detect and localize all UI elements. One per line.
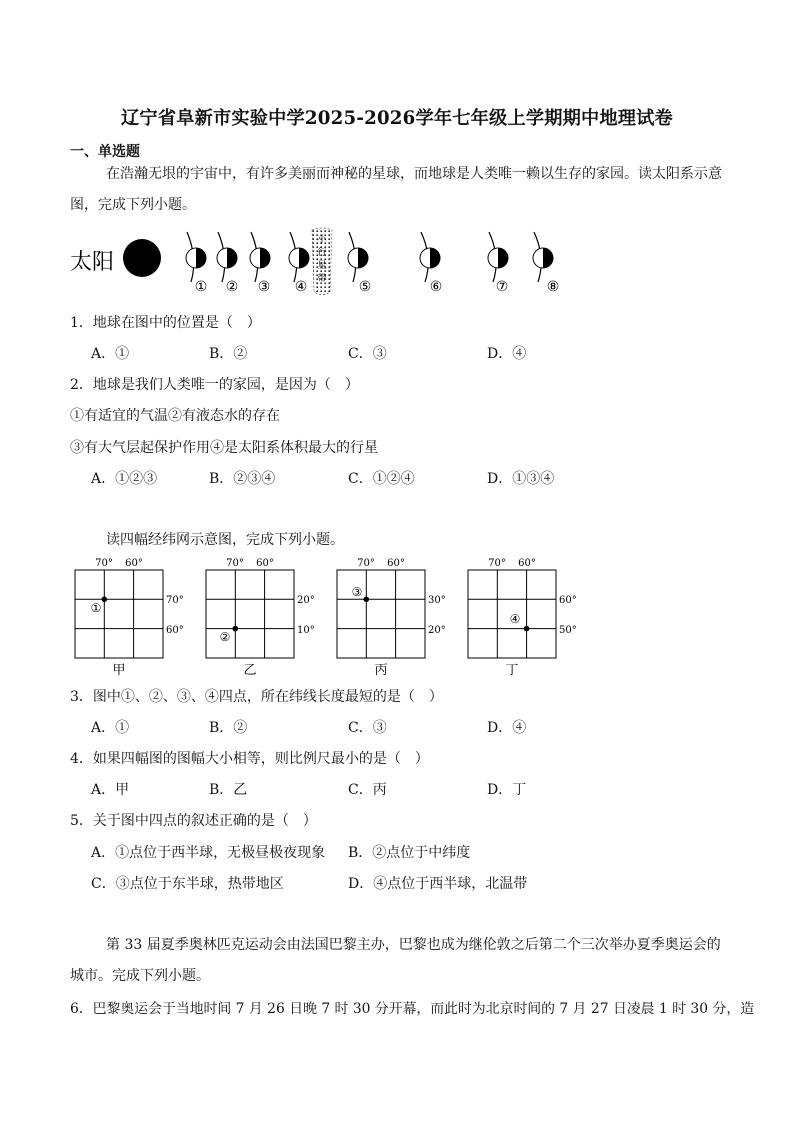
grid-jia-side-top-label: 70° [166, 595, 184, 606]
q2-option-c[interactable]: C．①②④ [348, 471, 415, 487]
grid-yi-side-bottom-label: 10° [297, 625, 315, 636]
q4-option-b[interactable]: B．乙 [209, 782, 248, 798]
grid-yi [206, 558, 315, 678]
grid-jia [75, 558, 184, 678]
planet-1 [186, 232, 207, 295]
intro-paragraph-2: 读四幅经纬网示意图，完成下列小题。 [106, 532, 344, 548]
sun-icon [123, 239, 161, 277]
q5-option-c[interactable]: C．③点位于东半球，热带地区 [91, 876, 284, 892]
belt-label-1: 小 [317, 235, 327, 245]
intro-paragraph-1-line1: 在浩瀚无垠的宇宙中，有许多美丽而神秘的星球，而地球是人类唯一赖以生存的家园。读太阳系示意 [106, 166, 722, 182]
grid-ding-side-top-label: 60° [559, 595, 577, 606]
q3-option-a[interactable]: A．① [91, 720, 130, 736]
planet-7-number: ⑦ [495, 279, 509, 295]
planet-5 [348, 232, 371, 295]
belt-label-4: 带 [317, 274, 327, 284]
q4-option-c[interactable]: C．丙 [348, 782, 387, 798]
grid-bing-side-top-label: 30° [428, 595, 446, 606]
question-2-statement-1: ①有适宜的气温②有液态水的存在 [70, 408, 280, 424]
grid-yi-top-left-label: 70° [226, 558, 244, 569]
grid-ding [468, 558, 577, 678]
lat-long-grids [66, 552, 586, 680]
q4-option-a[interactable]: A．甲 [91, 782, 130, 798]
q1-option-c[interactable]: C．③ [348, 346, 387, 362]
q1-option-a[interactable]: A．① [91, 346, 130, 362]
belt-label-3: 星 [317, 261, 327, 271]
planet-2 [217, 232, 238, 295]
q5-option-d[interactable]: D．④点位于西半球，北温带 [348, 876, 528, 892]
planet-5-number: ⑤ [358, 279, 372, 295]
q3-option-d[interactable]: D．④ [487, 720, 527, 736]
question-2: 2．地球是我们人类唯一的家园，是因为（ ） [70, 377, 359, 393]
question-2-statement-2: ③有大气层起保护作用④是太阳系体积最大的行星 [70, 440, 378, 456]
intro-paragraph-3-line2: 城市。完成下列小题。 [70, 968, 210, 984]
question-4: 4．如果四幅图的图幅大小相等，则比例尺最小的是（ ） [70, 751, 429, 767]
grid-yi-top-right-label: 60° [256, 558, 274, 569]
q1-option-b[interactable]: B．② [209, 346, 248, 362]
planet-1-number: ① [194, 279, 208, 295]
grid-jia-top-left-label: 70° [95, 558, 113, 569]
planet-7 [488, 232, 508, 295]
grid-jia-top-right-label: 60° [125, 558, 143, 569]
grid-jia-point-label: ① [90, 601, 102, 615]
grid-bing-top-left-label: 70° [357, 558, 375, 569]
grid-jia-side-bottom-label: 60° [166, 625, 184, 636]
grid-bing [337, 558, 446, 678]
planet-6 [420, 232, 442, 295]
q2-option-d[interactable]: D．①③④ [487, 471, 555, 487]
grid-bing-point-label: ③ [351, 585, 363, 599]
grid-ding-name: 丁 [505, 663, 519, 678]
planet-8-number: ⑧ [546, 279, 560, 295]
planet-4 [289, 232, 309, 295]
planet-4-number: ④ [294, 279, 308, 295]
grid-bing-side-bottom-label: 20° [428, 625, 446, 636]
grid-yi-point-label: ② [219, 630, 231, 644]
belt-label-2: 行 [317, 248, 327, 258]
grid-ding-top-right-label: 60° [518, 558, 536, 569]
q2-option-b[interactable]: B．②③④ [209, 471, 276, 487]
grid-yi-side-top-label: 20° [297, 595, 315, 606]
grid-ding-top-left-label: 70° [488, 558, 506, 569]
planet-6-number: ⑥ [429, 279, 443, 295]
q3-option-c[interactable]: C．③ [348, 720, 387, 736]
grid-bing-name: 丙 [374, 663, 388, 678]
q4-option-d[interactable]: D．丁 [487, 782, 527, 798]
planet-8 [533, 232, 559, 295]
sun-label: 太阳 [70, 250, 115, 275]
q3-option-b[interactable]: B．② [209, 720, 248, 736]
grid-bing-top-right-label: 60° [387, 558, 405, 569]
planet-3 [250, 232, 270, 295]
intro-paragraph-3-line1: 第 33 届夏季奥林匹克运动会由法国巴黎主办，巴黎也成为继伦敦之后第二个三次举办夏季奥运会的 [106, 937, 721, 953]
question-3: 3．图中①、②、③、④四点，所在纬线长度最短的是（ ） [70, 689, 443, 705]
grid-yi-name: 乙 [243, 663, 257, 678]
planet-3-number: ③ [257, 279, 271, 295]
intro-paragraph-1-line2: 图，完成下列小题。 [70, 197, 196, 213]
q5-option-b[interactable]: B．②点位于中纬度 [348, 845, 471, 861]
grid-jia-name: 甲 [112, 663, 126, 678]
question-5: 5．关于图中四点的叙述正确的是（ ） [70, 813, 317, 829]
q1-option-d[interactable]: D．④ [487, 346, 527, 362]
grid-ding-side-bottom-label: 50° [559, 625, 577, 636]
solar-system-diagram [60, 222, 580, 300]
q5-option-a[interactable]: A．①点位于西半球，无极昼极夜现象 [91, 845, 326, 861]
planet-2-number: ② [225, 279, 239, 295]
section-heading: 一、单选题 [70, 144, 140, 160]
question-6: 6．巴黎奥运会于当地时间 7 月 26 日晚 7 时 30 分开幕，而此时为北京时间的 7 月 27 日凌晨 1 时 30 分，造 [70, 1001, 755, 1017]
grid-ding-point-label: ④ [509, 612, 521, 626]
page-title: 辽宁省阜新市实验中学2025-2026学年七年级上学期期中地理试卷 [121, 108, 673, 129]
q2-option-a[interactable]: A．①②③ [91, 471, 158, 487]
question-1: 1．地球在图中的位置是（ ） [70, 315, 261, 331]
